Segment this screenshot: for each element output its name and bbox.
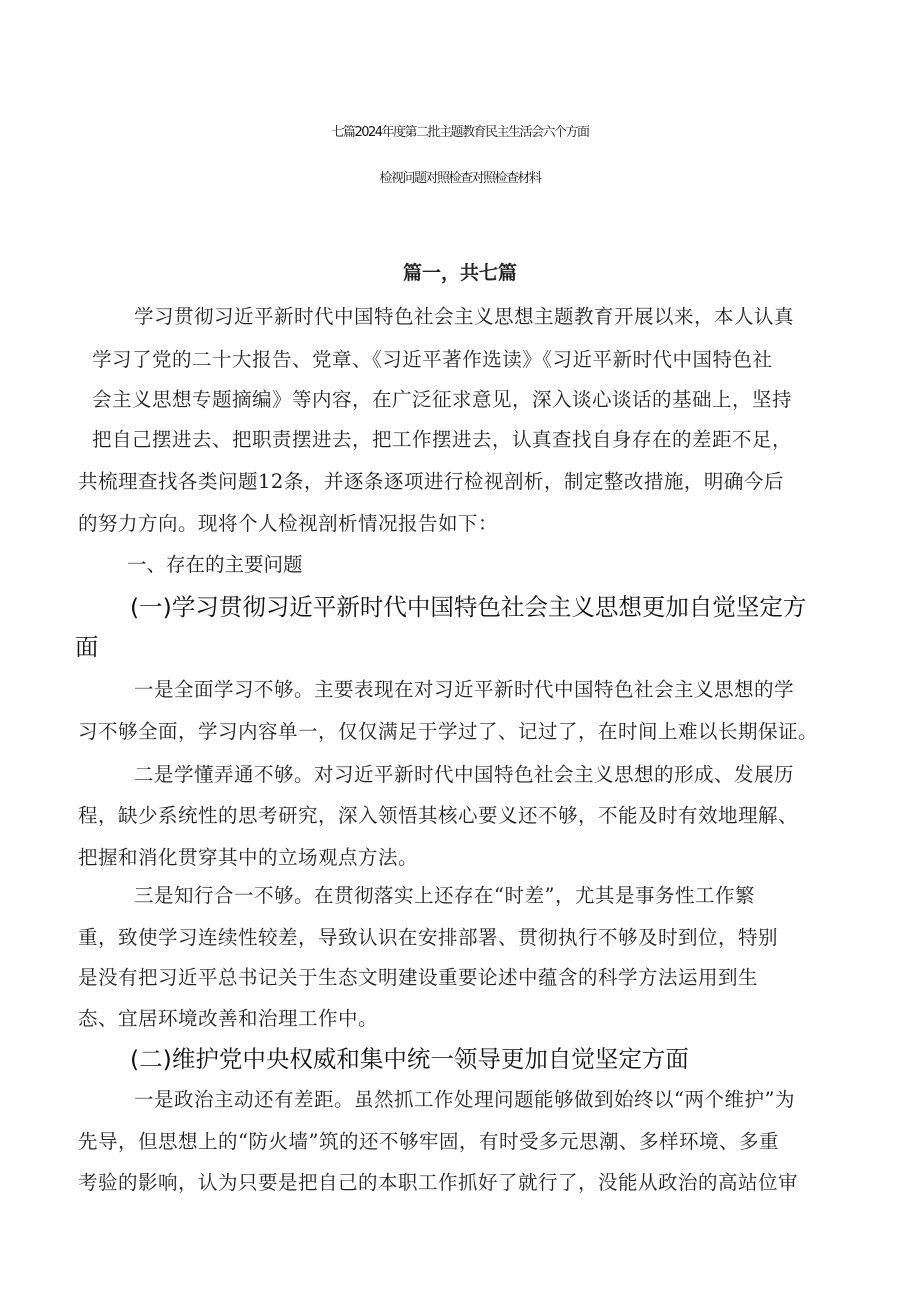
- intro-line: 共梳理查找各类问题12条，并逐条逐项进行检视剖析，制定整改措施，明确今后: [78, 470, 784, 493]
- body-line: 程，缺少系统性的思考研究，深入领悟其核心要义还不够，不能及时有效地理解、: [78, 804, 799, 827]
- intro-line: 把自己摆进去、把职责摆进去，把工作摆进去，认真查找自身存在的差距不足，: [92, 428, 793, 451]
- title-line-1: 七篇2024年度第二批主题教育民主生活会六个方面: [331, 125, 589, 140]
- intro-line: 会主义思想专题摘编》等内容，在广泛征求意见，深入谈心谈话的基础上，坚持: [92, 388, 793, 411]
- body-line: 态、宜居环境改善和治理工作中。: [78, 1007, 379, 1030]
- section-heading: 一、存在的主要问题: [127, 553, 303, 576]
- part-subheading: 篇一，共七篇: [402, 262, 517, 284]
- intro-line: 的努力方向。现将个人检视剖析情况报告如下：: [78, 512, 499, 535]
- intro-line: 学习了党的二十大报告、党章、《习近平著作选读》《习近平新时代中国特色社: [92, 348, 773, 371]
- subsection-heading-2: (二)维护党中央权威和集中统一领导更加自觉坚定方面: [130, 1045, 689, 1073]
- body-line: 把握和消化贯穿其中的立场观点方法。: [78, 846, 419, 869]
- body-line: 习不够全面，学习内容单一，仅仅满足于学过了、记过了，在时间上难以长期保证。: [78, 720, 819, 743]
- body-line: 重，致使学习连续性较差，导致认识在安排部署、贯彻执行不够及时到位，特别: [78, 926, 779, 949]
- body-line: 先导，但思想上的“防火墙”筑的还不够牢固，有时受多元思潮、多样环境、多重: [78, 1130, 779, 1153]
- body-line: 考验的影响，认为只要是把自己的本职工作抓好了就行了，没能从政治的高站位审: [78, 1171, 799, 1194]
- document-title: [0, 110, 920, 202]
- subsection-heading-1: (一)学习贯彻习近平新时代中国特色社会主义思想更加自觉坚定方: [130, 593, 807, 621]
- body-line: 一是政治主动还有差距。虽然抓工作处理问题能够做到始终以“两个维护”为: [134, 1088, 795, 1111]
- body-line: 是没有把习近平总书记关于生态文明建设重要论述中蕴含的科学方法运用到生: [78, 966, 759, 989]
- body-line: 三是知行合一不够。在贯彻落实上还存在“时差”，尤其是事务性工作繁: [134, 884, 755, 907]
- title-line-2: 检视问题对照检查对照检查材料: [379, 171, 541, 186]
- subsection-heading-1-cont: 面: [75, 633, 99, 661]
- intro-line: 学习贯彻习近平新时代中国特色社会主义思想主题教育开展以来，本人认真: [134, 305, 795, 328]
- body-line: 一是全面学习不够。主要表现在对习近平新时代中国特色社会主义思想的学: [134, 678, 795, 701]
- body-line: 二是学懂弄通不够。对习近平新时代中国特色社会主义思想的形成、发展历: [134, 763, 795, 786]
